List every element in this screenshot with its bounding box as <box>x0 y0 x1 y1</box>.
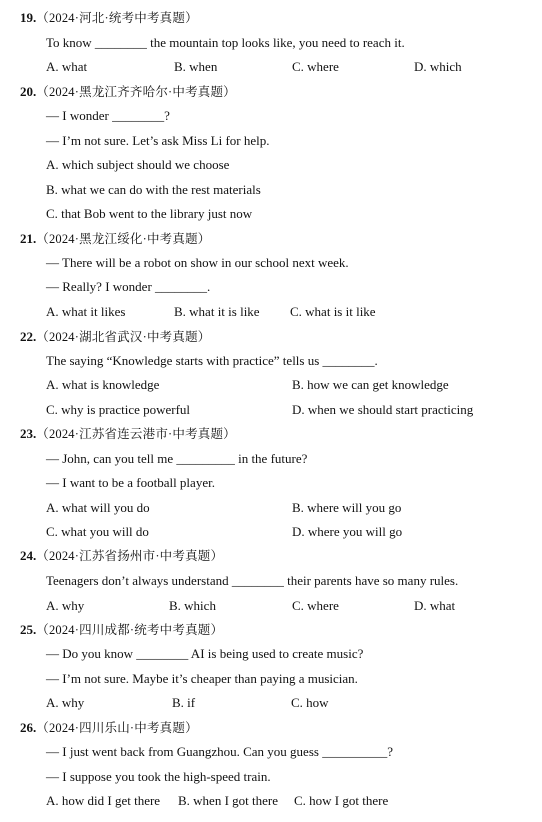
option-a[interactable]: A. what <box>46 59 88 74</box>
option-c[interactable]: C. where <box>292 598 339 613</box>
question-source: （2024·黑龙江绥化·中考真题） <box>36 232 211 246</box>
question-source: （2024·四川乐山·中考真题） <box>36 721 198 735</box>
option-b[interactable]: B. when <box>174 59 218 74</box>
option-b[interactable]: B. what we can do with the rest materials <box>46 182 261 197</box>
question-20-header <box>20 84 236 100</box>
question-19-header <box>20 10 198 26</box>
option-a[interactable]: A. why <box>46 598 85 613</box>
option-b[interactable]: B. what it is like <box>174 304 260 319</box>
question-number: 21. <box>20 231 37 246</box>
question-number: 19. <box>20 10 37 25</box>
option-c[interactable]: C. where <box>292 59 339 74</box>
question-source: （2024·四川成都·统考中考真题） <box>36 623 224 637</box>
question-25-stem-1: — Do you know ________ AI is being used to create music? <box>46 646 364 661</box>
option-d[interactable]: D. what <box>414 598 456 613</box>
option-b[interactable]: B. how we can get knowledge <box>292 377 449 392</box>
question-number: 20. <box>20 84 37 99</box>
option-c[interactable]: C. what you will do <box>46 524 149 539</box>
question-23-stem-2: — I want to be a football player. <box>46 475 215 490</box>
question-19-stem: To know ________ the mountain top looks like, you need to reach it. <box>46 35 405 50</box>
question-number: 22. <box>20 329 37 344</box>
question-23-stem-1: — John, can you tell me _________ in the future? <box>46 451 308 466</box>
option-c[interactable]: C. why is practice powerful <box>46 402 191 417</box>
option-a[interactable]: A. what is knowledge <box>46 377 160 392</box>
option-b[interactable]: B. which <box>169 598 216 613</box>
question-20-stem-1: — I wonder ________? <box>46 108 170 123</box>
question-source: （2024·黑龙江齐齐哈尔·中考真题） <box>36 85 236 99</box>
question-source: （2024·江苏省扬州市·中考真题） <box>36 549 224 563</box>
question-number: 24. <box>20 548 37 563</box>
question-26-header <box>20 720 198 736</box>
option-c[interactable]: C. how <box>291 695 329 710</box>
question-source: （2024·湖北省武汉·中考真题） <box>36 330 211 344</box>
question-20-stem-2: — I’m not sure. Let’s ask Miss Li for help. <box>46 133 270 148</box>
question-25-header <box>20 622 223 638</box>
option-c[interactable]: C. what is it like <box>290 304 376 319</box>
question-22-stem: The saying “Knowledge starts with practice” tells us ________. <box>46 353 378 368</box>
option-b[interactable]: B. when I got there <box>178 793 279 808</box>
option-a[interactable]: A. which subject should we choose <box>46 157 230 172</box>
option-a[interactable]: A. what will you do <box>46 500 150 515</box>
question-24-stem: Teenagers don’t always understand ________ their parents have so many rules. <box>46 573 459 588</box>
question-22-header <box>20 329 210 345</box>
question-number: 25. <box>20 622 37 637</box>
question-21-stem-1: — There will be a robot on show in our school next week. <box>46 255 349 270</box>
question-26-stem-2: — I suppose you took the high-speed train. <box>46 769 271 784</box>
question-source: （2024·江苏省连云港市·中考真题） <box>36 427 236 441</box>
option-b[interactable]: B. where will you go <box>292 500 402 515</box>
option-d[interactable]: D. which <box>414 59 462 74</box>
option-b[interactable]: B. if <box>172 695 196 710</box>
question-21-header <box>20 231 210 247</box>
question-source: （2024·河北·统考中考真题） <box>36 11 198 25</box>
question-number: 23. <box>20 426 37 441</box>
option-d[interactable]: D. where you will go <box>292 524 403 539</box>
option-d[interactable]: D. when we should start practicing <box>292 402 474 417</box>
question-number: 26. <box>20 720 37 735</box>
option-a[interactable]: A. how did I get there <box>46 793 161 808</box>
question-24-header <box>20 548 223 564</box>
option-a[interactable]: A. why <box>46 695 85 710</box>
question-25-stem-2: — I’m not sure. Maybe it’s cheaper than paying a musician. <box>46 671 358 686</box>
question-21-stem-2: — Really? I wonder ________. <box>46 279 211 294</box>
option-a[interactable]: A. what it likes <box>46 304 126 319</box>
option-c[interactable]: C. how I got there <box>294 793 389 808</box>
question-26-stem-1: — I just went back from Guangzhou. Can you guess __________? <box>46 744 393 759</box>
question-23-header <box>20 426 236 442</box>
option-c[interactable]: C. that Bob went to the library just now <box>46 206 253 221</box>
